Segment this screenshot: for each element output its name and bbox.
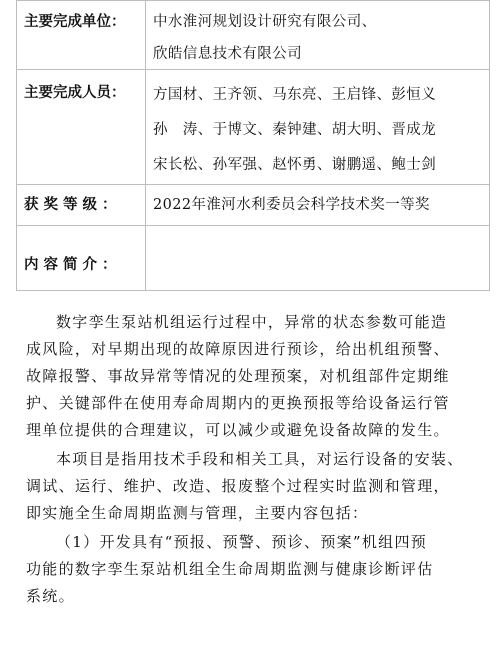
units-label: 主要完成单位： <box>24 14 126 30</box>
intro-value-cell <box>146 226 490 291</box>
people-line: 宋长松、孙军强、赵怀勇、谢鹏遥、鲍士剑 <box>153 157 437 173</box>
people-label: 主要完成人员： <box>24 85 126 101</box>
people-line: 孙 涛、于博文、秦钟建、胡大明、晋成龙 <box>153 122 437 138</box>
paragraph-line: 成风险，对早期出现的故障原因进行预诊，给出机组预警、 <box>26 340 450 358</box>
paragraph-line: （1）开发具有“预报、预警、预诊、预案”机组四预 <box>56 533 428 551</box>
award-label-cell <box>17 185 146 226</box>
intro-body <box>26 309 492 610</box>
paragraph-line: 故障报警、事故异常等情况的处理预案，对机组部件定期维 <box>26 367 450 385</box>
units-label-cell <box>17 1 146 70</box>
paragraph-line: 护、关键部件在使用寿命周期内的更换预报等给设备运行管 <box>26 394 450 412</box>
units-row <box>17 1 490 70</box>
intro-label-cell <box>17 226 146 291</box>
people-value-cell <box>146 70 490 185</box>
paragraph-line: 理单位提供的合理建议，可以减少或避免设备故障的发生。 <box>26 421 450 439</box>
paragraph-line: 调试、运行、维护、改造、报废整个过程实时监测和管理， <box>26 477 450 495</box>
paragraph-line: 数字孪生泵站机组运行过程中，异常的状态参数可能造 <box>56 313 448 331</box>
paragraph-line: 系统。 <box>26 587 75 605</box>
paragraph-line: 即实施全生命周期监测与管理，主要内容包括： <box>26 504 369 522</box>
award-label: 获奖等级： <box>24 197 122 213</box>
people-label-cell <box>17 70 146 185</box>
project-info-table <box>16 0 490 291</box>
award-row <box>17 185 490 226</box>
people-row <box>17 70 490 185</box>
paragraph-line: 功能的数字孪生泵站机组全生命周期监测与健康诊断评估 <box>26 560 434 578</box>
unit-name: 欣皓信息技术有限公司 <box>153 46 302 62</box>
award-value-cell <box>146 185 490 226</box>
people-line: 方国材、王齐领、马东亮、王启锋、彭恒义 <box>153 87 437 103</box>
units-value-cell <box>146 1 490 70</box>
award-value: 2022年淮河水利委员会科学技术奖一等奖 <box>153 197 430 213</box>
intro-row <box>17 226 490 291</box>
paragraph-line: 本项目是指用技术手段和相关工具，对运行设备的安装、 <box>56 450 464 468</box>
intro-label: 内容简介： <box>24 257 122 273</box>
unit-name: 中水淮河规划设计研究有限公司、 <box>153 14 377 30</box>
